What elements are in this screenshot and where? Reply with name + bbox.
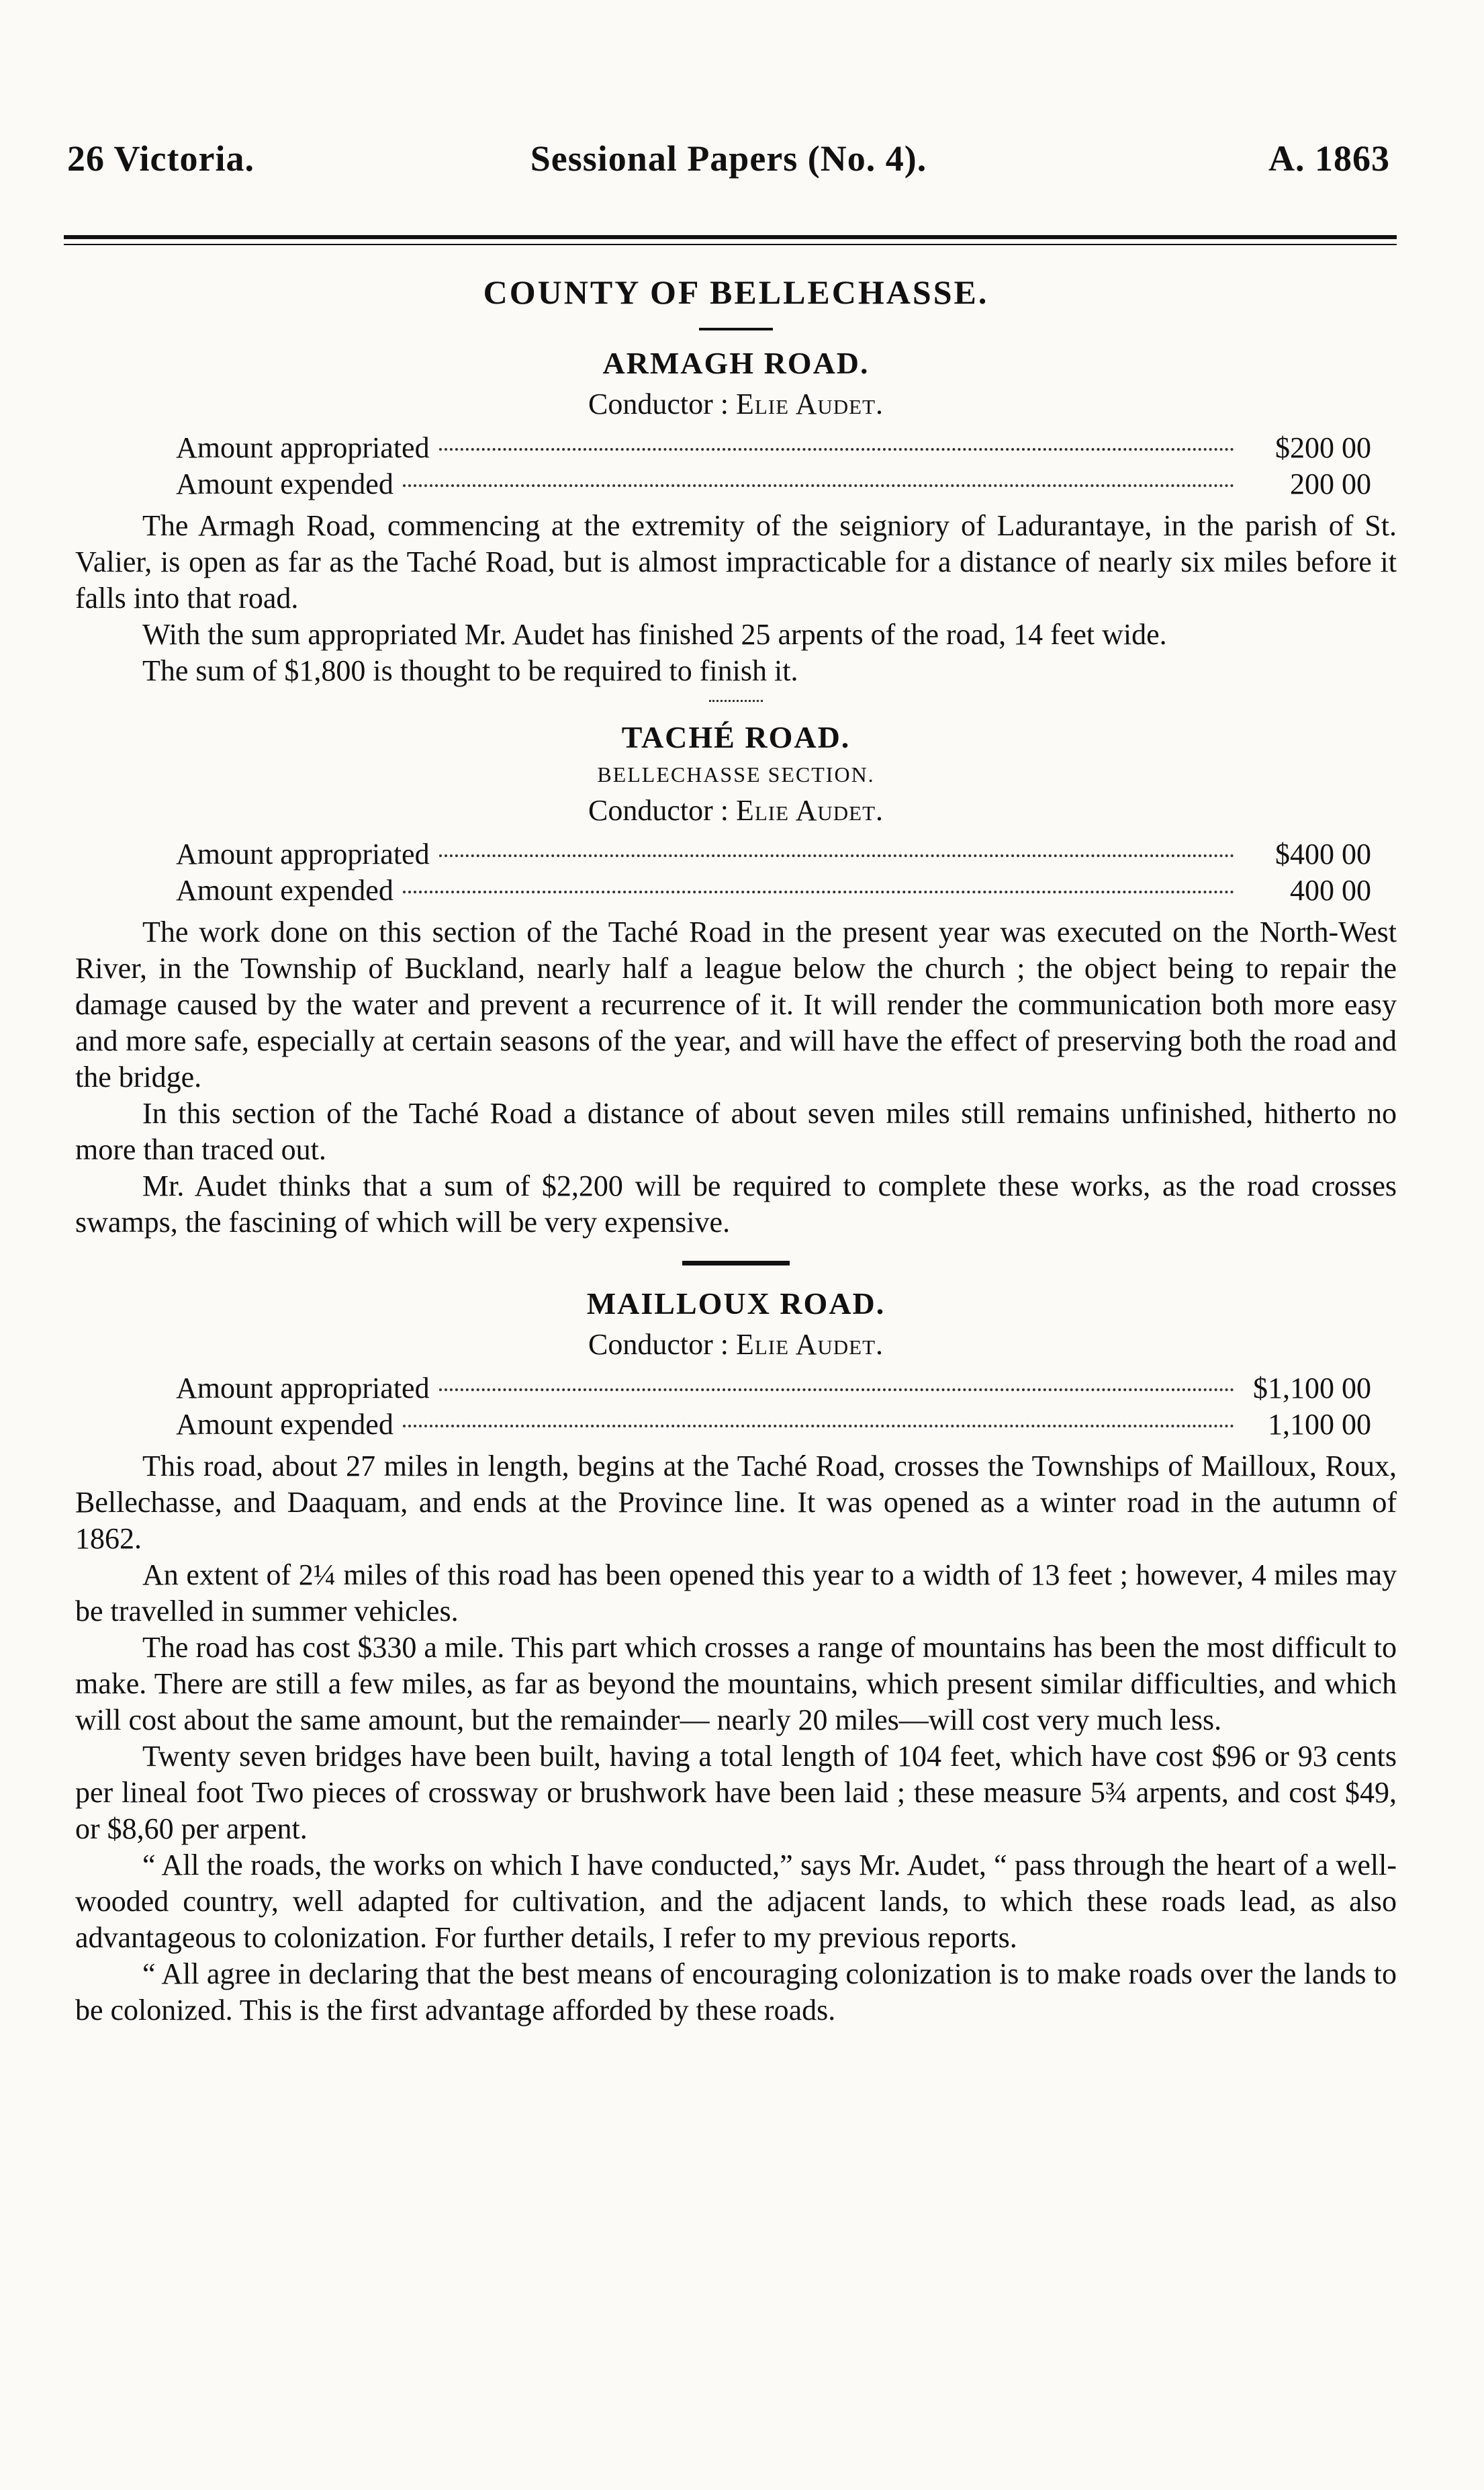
section-tache-road <box>75 717 1397 1241</box>
paragraph: With the sum appropriated Mr. Audet has finished 25 arpents of the road, 14 feet wide. <box>142 618 1167 651</box>
amount-expended-label: Amount expended <box>176 1408 393 1441</box>
amount-expended-value: 1,100 00 <box>1268 1408 1371 1441</box>
amount-appropriated-label: Amount appropriated <box>176 1372 430 1405</box>
header-title: Sessional Papers (No. 4). <box>530 138 927 179</box>
section-divider <box>709 700 763 702</box>
amount-expended-value: 200 00 <box>1290 468 1371 500</box>
section-armagh-road <box>75 343 1397 689</box>
paragraph: Twenty seven bridges have been built, having a total length of 104 feet, which have cost $96 or 93 cents per lineal foot Two pieces of crossway or brushwork have been laid ; these measure 5¾ arpents, and cost $49, or $8,60 per arpent. <box>75 1740 1397 1845</box>
amounts-table <box>176 1370 1371 1443</box>
amount-appropriated-row <box>176 1370 1371 1407</box>
amount-appropriated-label: Amount appropriated <box>176 431 430 464</box>
conductor-line <box>75 791 1397 831</box>
conductor-name: Elie Audet. <box>735 388 884 420</box>
paragraph: “ All agree in declaring that the best means of encouraging colonization is to make roads over the lands to be colonized. This is the first advantage afforded by these roads. <box>75 1957 1397 2027</box>
section-mailloux-road <box>75 1283 1397 2029</box>
paragraph: Mr. Audet thinks that a sum of $2,200 will be required to complete these works, as the road crosses swamps, the fascining of which will be very expensive. <box>75 1169 1397 1239</box>
amount-expended-label: Amount expended <box>176 874 393 907</box>
paragraph: The Armagh Road, commencing at the extremity of the seigniory of Ladurantaye, in the parish of St. Valier, is open as far as the Taché Road, but is almost impracticable for a distance of nearly six miles before it falls into that road. <box>75 509 1397 615</box>
amount-appropriated-row <box>176 430 1371 466</box>
leader-dots <box>439 1388 1234 1391</box>
amount-expended-row <box>176 873 1371 909</box>
amount-expended-label: Amount expended <box>176 468 393 500</box>
road-title: MAILLOUX ROAD. <box>586 1286 886 1321</box>
subsection-title: BELLECHASSE SECTION. <box>597 762 875 787</box>
amount-appropriated-row <box>176 836 1371 873</box>
header-year: A. 1863 <box>1268 138 1390 179</box>
road-title: TACHÉ ROAD. <box>621 720 851 754</box>
paragraph: An extent of 2¼ miles of this road has been opened this year to a width of 13 feet ; however, 4 miles may be travelled in summer vehicles. <box>75 1558 1397 1628</box>
paragraph: The road has cost $330 a mile. This part which crosses a range of mountains has been the most difficult to make. There are still a few miles, as far as beyond the mountains, which present similar difficulties, and which will cost about the same amount, but the remainder— nearly 20 miles—will cost very much less. <box>75 1631 1397 1736</box>
leader-dots <box>439 448 1234 451</box>
header-rule-thin <box>64 244 1397 245</box>
section-divider <box>682 1261 790 1265</box>
amount-expended-value: 400 00 <box>1290 874 1371 907</box>
leader-dots <box>403 1425 1234 1427</box>
amount-expended-row <box>176 466 1371 502</box>
paragraph: In this section of the Taché Road a distance of about seven miles still remains unfinished, hitherto no more than traced out. <box>75 1097 1397 1166</box>
conductor-name: Elie Audet. <box>735 1328 884 1361</box>
conductor-line <box>75 1325 1397 1365</box>
amounts-table <box>176 430 1371 502</box>
paragraph: This road, about 27 miles in length, begins at the Taché Road, crosses the Townships of Mailloux, Roux, Bellechasse, and Daaquam, and ends at the Province line. It was opened as a winter road in the autumn of 1862. <box>75 1450 1397 1555</box>
conductor-name: Elie Audet. <box>735 794 884 827</box>
amount-appropriated-value: $1,100 00 <box>1253 1372 1371 1405</box>
amounts-table <box>176 836 1371 909</box>
leader-dots <box>439 854 1234 857</box>
conductor-line <box>75 384 1397 425</box>
road-title: ARMAGH ROAD. <box>602 346 870 380</box>
conductor-label: Conductor : <box>588 1328 729 1361</box>
amount-appropriated-value: $400 00 <box>1275 838 1371 871</box>
amount-expended-row <box>176 1407 1371 1443</box>
running-header <box>67 138 1390 185</box>
header-rule-thick <box>64 235 1397 239</box>
conductor-label: Conductor : <box>588 388 729 420</box>
paragraph: The sum of $1,800 is thought to be required to finish it. <box>142 654 798 687</box>
header-session: 26 Victoria. <box>67 138 254 179</box>
page-content <box>75 269 1397 2029</box>
amount-appropriated-value: $200 00 <box>1275 431 1371 464</box>
amount-appropriated-label: Amount appropriated <box>176 838 430 871</box>
paragraph: The work done on this section of the Taché Road in the present year was executed on the North-West River, in the Township of Buckland, nearly half a league below the church ; the object being to repair the damage caused by the water and prevent a recurrence of it. It will render the communication both more easy and more safe, especially at certain seasons of the year, and will have the effect of preserving both the road and the bridge. <box>75 916 1397 1094</box>
leader-dots <box>403 891 1234 893</box>
conductor-label: Conductor : <box>588 794 729 827</box>
leader-dots <box>403 484 1234 487</box>
title-divider <box>699 328 773 330</box>
county-title: COUNTY OF BELLECHASSE. <box>483 273 989 311</box>
paragraph: “ All the roads, the works on which I have conducted,” says Mr. Audet, “ pass through the heart of a well-wooded country, well adapted for cultivation, and the adjacent lands, to which these roads lead, as also advantageous to colonization. For further details, I refer to my previous reports. <box>75 1849 1397 1954</box>
